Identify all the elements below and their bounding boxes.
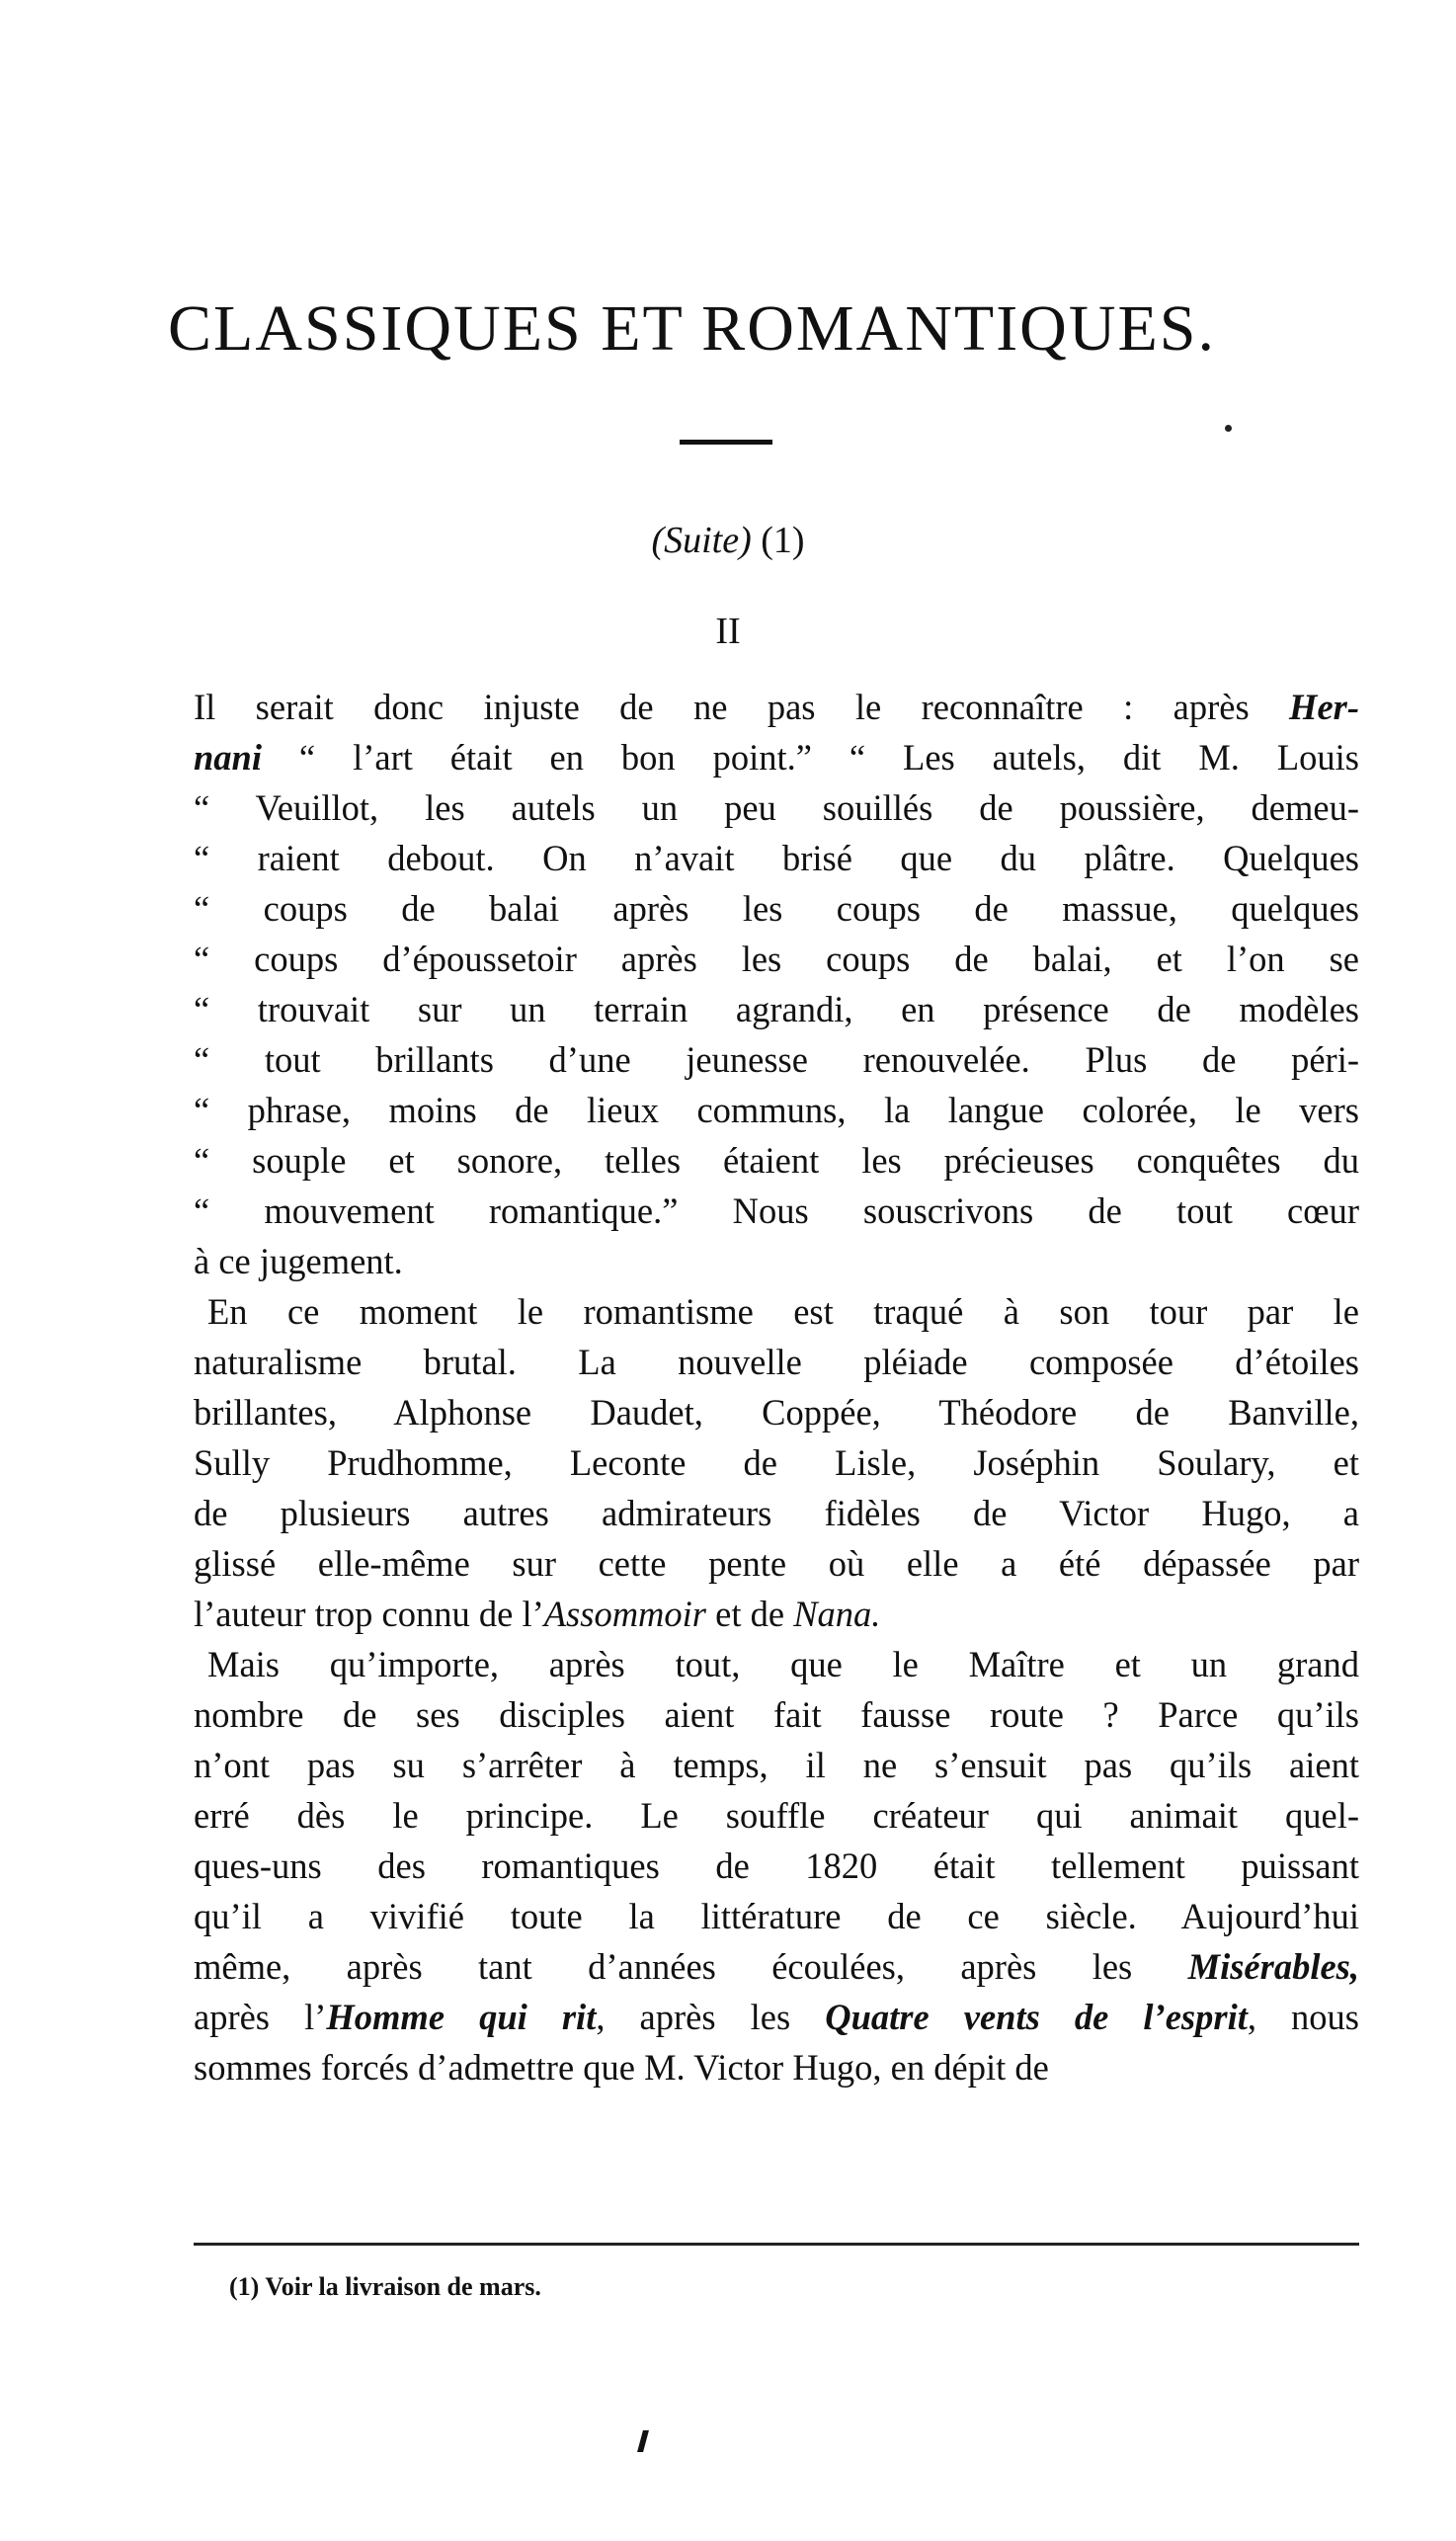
- body-text: [194, 682, 1359, 2092]
- text-segment: , après les: [596, 1997, 826, 2037]
- text-segment: qu’il a vivifié toute la littérature de ce siècle. Aujourd’hui: [194, 1896, 1359, 1936]
- text-line: [194, 1286, 1359, 1337]
- emphasized-text: Assommoir: [543, 1594, 707, 1634]
- text-line: [194, 2042, 1359, 2092]
- text-line: [194, 1337, 1359, 1387]
- text-segment: de plusieurs autres admirateurs fidèles de Victor Hugo, a: [194, 1493, 1359, 1533]
- print-mark: [637, 2430, 649, 2452]
- text-line: [194, 1790, 1359, 1841]
- text-segment: l’auteur trop connu de l’: [194, 1594, 544, 1634]
- title-rule: [680, 440, 772, 445]
- footnote: (1) Voir la livraison de mars.: [229, 2272, 541, 2301]
- text-line: [194, 934, 1359, 984]
- paragraph: [194, 1639, 1359, 2092]
- text-segment: En ce moment le romantisme est traqué à son tour par le: [207, 1291, 1359, 1332]
- text-segment: même, après tant d’années écoulées, après les: [194, 1946, 1188, 1987]
- emphasized-text: Misérables,: [1187, 1946, 1359, 1987]
- text-segment: ques-uns des romantiques de 1820 était tellement puissant: [194, 1845, 1359, 1886]
- text-line: [194, 1538, 1359, 1589]
- footnote-rule: [194, 2243, 1359, 2246]
- emphasized-text: Homme qui rit: [326, 1997, 597, 2037]
- text-line: [194, 1639, 1359, 1689]
- print-speck: [1225, 425, 1232, 432]
- text-line: [194, 1186, 1359, 1236]
- text-line: [194, 1387, 1359, 1437]
- text-line: [194, 883, 1359, 934]
- text-segment: à ce jugement.: [194, 1241, 403, 1281]
- text-line: [194, 1437, 1359, 1488]
- text-line: [194, 732, 1359, 782]
- text-segment: “ tout brillants d’une jeunesse renouvelée. Plus de péri-: [194, 1039, 1359, 1080]
- text-segment: Il serait donc injuste de ne pas le reconnaître : après: [194, 687, 1290, 727]
- emphasized-text: Her-: [1289, 687, 1359, 727]
- paragraph: [194, 1286, 1359, 1639]
- text-segment: brillantes, Alphonse Daudet, Coppée, Théodore de Banville,: [194, 1392, 1359, 1433]
- footnote-reference: (1): [761, 520, 805, 561]
- text-line: [194, 682, 1359, 732]
- emphasized-text: Quatre vents de l’esprit: [825, 1997, 1248, 2037]
- subtitle: [0, 522, 1456, 559]
- text-segment: , nous: [1247, 1997, 1360, 2037]
- text-line: [194, 1589, 1359, 1639]
- text-segment: “ mouvement romantique.” Nous souscrivons de tout cœur: [194, 1190, 1359, 1231]
- text-line: [194, 1488, 1359, 1538]
- subtitle-suite: (Suite): [651, 520, 752, 561]
- text-segment: “ coups d’époussetoir après les coups de balai, et l’on se: [194, 939, 1359, 979]
- page-title: CLASSIQUES ET ROMANTIQUES.: [168, 292, 1217, 365]
- paragraph: [194, 682, 1359, 1286]
- text-segment: “ phrase, moins de lieux communs, la langue colorée, le vers: [194, 1090, 1359, 1130]
- text-segment: “ souple et sonore, telles étaient les précieuses conquêtes du: [194, 1140, 1359, 1181]
- emphasized-text: nani: [194, 737, 262, 778]
- text-segment: “ l’art était en bon point.” “ Les autels, dit M. Louis: [262, 737, 1359, 778]
- text-segment: “ trouvait sur un terrain agrandi, en présence de modèles: [194, 989, 1359, 1029]
- text-line: [194, 984, 1359, 1034]
- text-segment: nombre de ses disciples aient fait fausse route ? Parce qu’ils: [194, 1694, 1359, 1735]
- section-number: II: [715, 611, 741, 652]
- text-segment: et de: [706, 1594, 794, 1634]
- text-line: [194, 1689, 1359, 1740]
- text-line: [194, 1891, 1359, 1941]
- text-segment: “ Veuillot, les autels un peu souillés de poussière, demeu-: [194, 787, 1359, 828]
- text-line: [194, 1841, 1359, 1891]
- text-line: [194, 1085, 1359, 1135]
- text-line: [194, 1992, 1359, 2042]
- text-segment: erré dès le principe. Le souffle créateur qui animait quel-: [194, 1795, 1359, 1836]
- text-line: [194, 1034, 1359, 1085]
- text-segment: “ coups de balai après les coups de massue, quelques: [194, 888, 1359, 929]
- emphasized-text: Nana.: [793, 1594, 881, 1634]
- text-line: [194, 782, 1359, 833]
- text-segment: sommes forcés d’admettre que M. Victor Hugo, en dépit de: [194, 2047, 1049, 2088]
- text-segment: glissé elle-même sur cette pente où elle a été dépassée par: [194, 1543, 1359, 1584]
- text-segment: après l’: [194, 1997, 327, 2037]
- text-line: [194, 1135, 1359, 1186]
- text-segment: “ raient debout. On n’avait brisé que du plâtre. Quelques: [194, 838, 1359, 878]
- text-line: [194, 1740, 1359, 1790]
- text-segment: naturalisme brutal. La nouvelle pléiade composée d’étoiles: [194, 1342, 1359, 1382]
- text-segment: Sully Prudhomme, Leconte de Lisle, Joséphin Soulary, et: [194, 1442, 1359, 1483]
- text-line: [194, 1941, 1359, 1992]
- text-segment: n’ont pas su s’arrêter à temps, il ne s’ensuit pas qu’ils aient: [194, 1745, 1359, 1785]
- text-segment: Mais qu’importe, après tout, que le Maître et un grand: [207, 1644, 1359, 1684]
- text-line: [194, 1236, 1359, 1286]
- text-line: [194, 833, 1359, 883]
